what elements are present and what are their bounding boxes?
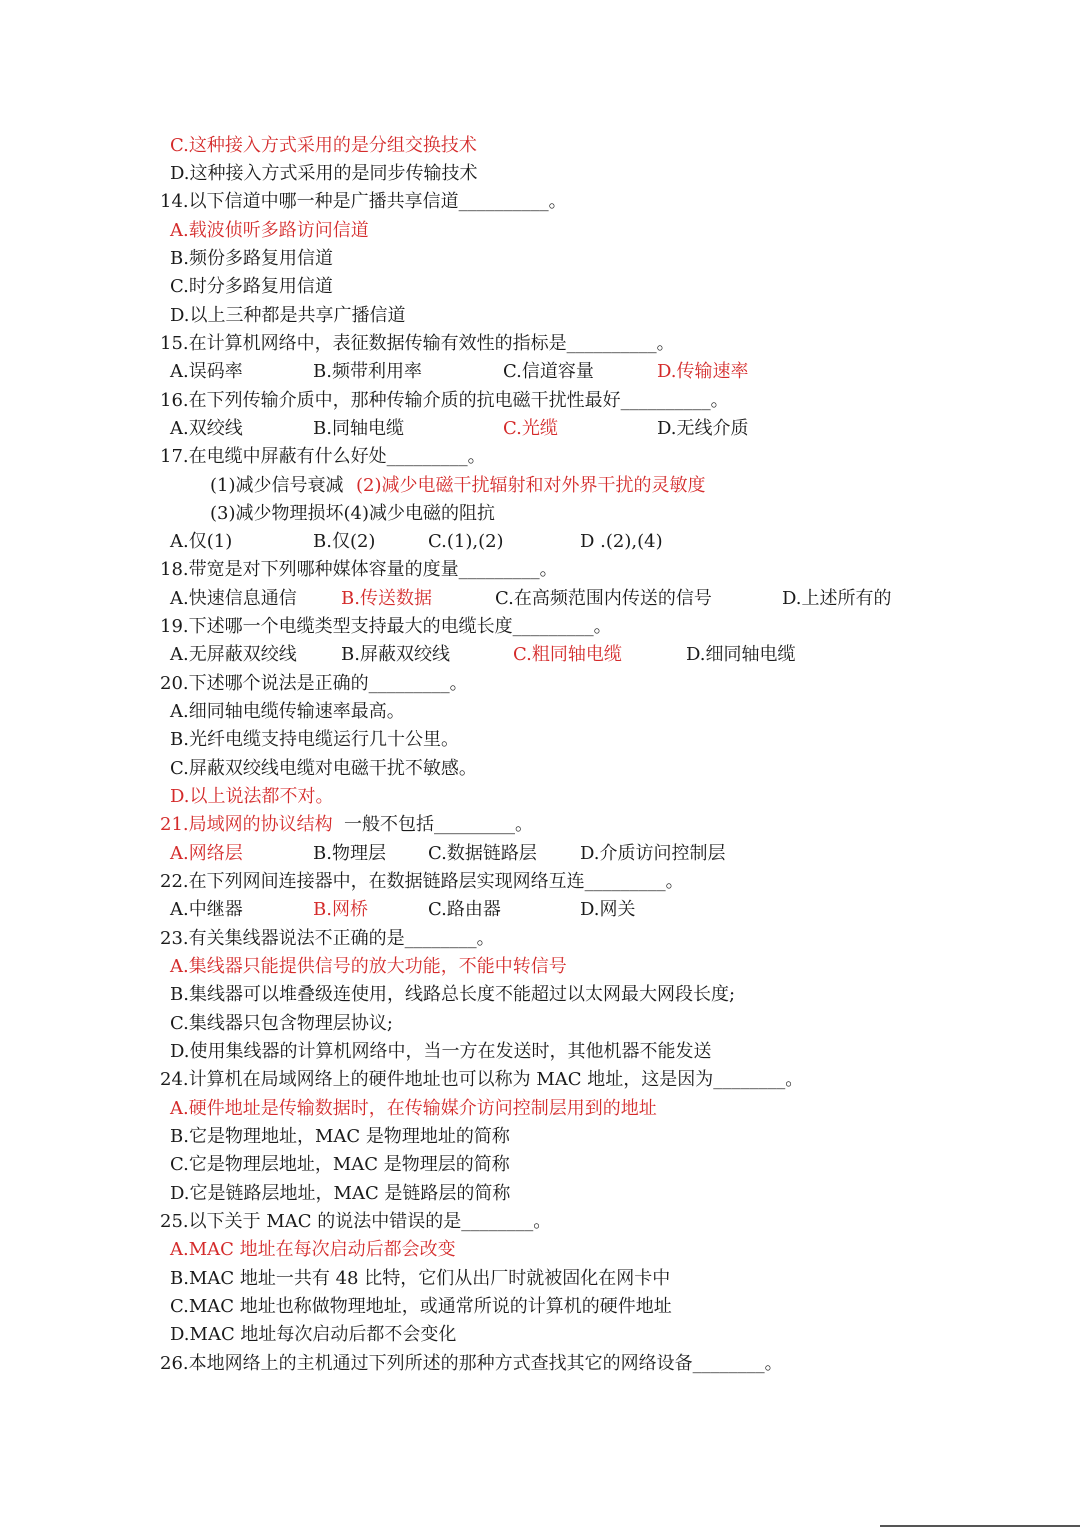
option-d: D.细同轴电缆: [686, 644, 796, 665]
option-line: C.时分多路复用信道: [170, 276, 333, 297]
option-line: A.集线器只能提供信号的放大功能，不能中转信号: [170, 956, 567, 977]
option-d: D.上述所有的: [782, 588, 892, 609]
question-26: 26.本地网络上的主机通过下列所述的那种方式查找其它的网络设备________。: [160, 1353, 783, 1374]
question-24: 24.计算机在局域网络上的硬件地址也可以称为 MAC 地址，这是因为________。: [160, 1069, 804, 1090]
option-c: C.在高频范围内传送的信号: [495, 588, 712, 609]
option-c: C.路由器: [428, 899, 501, 920]
option-c: C.粗同轴电缆: [513, 644, 622, 665]
option-a: A.中继器: [170, 899, 243, 920]
option-a: A.快速信息通信: [170, 588, 297, 609]
option-b: B.同轴电缆: [313, 418, 404, 439]
option-line: C.它是物理层地址，MAC 是物理层的简称: [170, 1154, 510, 1175]
question-14: 14.以下信道中哪一种是广播共享信道__________。: [160, 191, 567, 212]
option-c: C.(1),(2): [428, 531, 504, 552]
option-a: A.无屏蔽双绞线: [170, 644, 297, 665]
option-line: C.MAC 地址也称做物理地址，或通常所说的计算机的硬件地址: [170, 1296, 672, 1317]
option-c: C.数据链路层: [428, 843, 537, 864]
option-line: A.细同轴电缆传输速率最高。: [170, 701, 405, 722]
question-17: 17.在电缆中屏蔽有什么好处_________。: [160, 446, 486, 467]
question-22: 22.在下列网间连接器中，在数据链路层实现网络互连_________。: [160, 871, 684, 892]
options-row: [170, 361, 870, 383]
option-line: B.频份多路复用信道: [170, 248, 333, 269]
question-23: 23.有关集线器说法不正确的是________。: [160, 928, 495, 949]
option-line: D.使用集线器的计算机网络中，当一方在发送时，其他机器不能发送: [170, 1041, 712, 1062]
option-d: D .(2),(4): [580, 531, 663, 552]
option-b: B.物理层: [313, 843, 386, 864]
option-b: B.网桥: [313, 899, 368, 920]
option-a: A.网络层: [170, 843, 243, 864]
choice-row: (3)减少物理损坏(4)减少电磁的阻抗: [210, 503, 495, 524]
option-b: B.频带利用率: [313, 361, 422, 382]
choice-row: [210, 475, 810, 497]
option-a: A.误码率: [170, 361, 243, 382]
option-line: C.这种接入方式采用的是分组交换技术: [170, 135, 477, 156]
option-line: D.MAC 地址每次启动后都不会变化: [170, 1324, 457, 1345]
option-line: B.MAC 地址一共有 48 比特，它们从出厂时就被固化在网卡中: [170, 1268, 671, 1289]
option-line: C.屏蔽双绞线电缆对电磁干扰不敏感。: [170, 758, 477, 779]
option-d: D.无线介质: [657, 418, 749, 439]
options-row: [170, 644, 870, 666]
option-a: A.仅(1): [170, 531, 233, 552]
question-20: 20.下述哪个说法是正确的_________。: [160, 673, 468, 694]
option-c: C.信道容量: [503, 361, 594, 382]
option-d: D.介质访问控制层: [580, 843, 726, 864]
option-a: A.双绞线: [170, 418, 243, 439]
scan-edge-line: [880, 1525, 1080, 1527]
option-line: B.集线器可以堆叠级连使用，线路总长度不能超过以太网最大网段长度;: [170, 984, 736, 1005]
option-d: D.网关: [580, 899, 636, 920]
choice-1: (1)减少信号衰减: [210, 475, 344, 496]
option-b: B.传送数据: [341, 588, 432, 609]
options-row: [170, 588, 910, 610]
option-c: C.光缆: [503, 418, 558, 439]
option-line: B.它是物理地址，MAC 是物理地址的简称: [170, 1126, 510, 1147]
option-line: A.载波侦听多路访问信道: [170, 220, 369, 241]
question-19: 19.下述哪一个电缆类型支持最大的电缆长度_________。: [160, 616, 612, 637]
option-line: D.以上三种都是共享广播信道: [170, 305, 406, 326]
options-row: [170, 418, 870, 440]
choice-2: (2)减少电磁干扰辐射和对外界干扰的灵敏度: [356, 475, 706, 496]
option-line: D.这种接入方式采用的是同步传输技术: [170, 163, 478, 184]
question-21-highlight: 21.局域网的协议结构: [160, 814, 333, 835]
option-line: B.光纤电缆支持电缆运行几十公里。: [170, 729, 459, 750]
option-line: D.以上说法都不对。: [170, 786, 334, 807]
options-row: [170, 899, 870, 921]
option-line: D.它是链路层地址，MAC 是链路层的简称: [170, 1183, 511, 1204]
question-18: 18.带宽是对下列哪种媒体容量的度量_________。: [160, 559, 558, 580]
question-16: 16.在下列传输介质中，那种传输介质的抗电磁干扰性最好__________。: [160, 390, 729, 411]
options-row: [170, 531, 870, 553]
question-21-rest: 一般不包括_________。: [344, 814, 533, 835]
options-row: [170, 843, 870, 865]
option-line: C.集线器只包含物理层协议;: [170, 1013, 393, 1034]
question-15: 15.在计算机网络中，表征数据传输有效性的指标是__________。: [160, 333, 675, 354]
option-b: B.屏蔽双绞线: [341, 644, 450, 665]
option-line: A.硬件地址是传输数据时，在传输媒介访问控制层用到的地址: [170, 1098, 657, 1119]
option-d: D.传输速率: [657, 361, 749, 382]
question-21: [160, 814, 660, 836]
option-b: B.仅(2): [313, 531, 376, 552]
question-25: 25.以下关于 MAC 的说法中错误的是________。: [160, 1211, 552, 1232]
option-line: A.MAC 地址在每次启动后都会改变: [170, 1239, 456, 1260]
